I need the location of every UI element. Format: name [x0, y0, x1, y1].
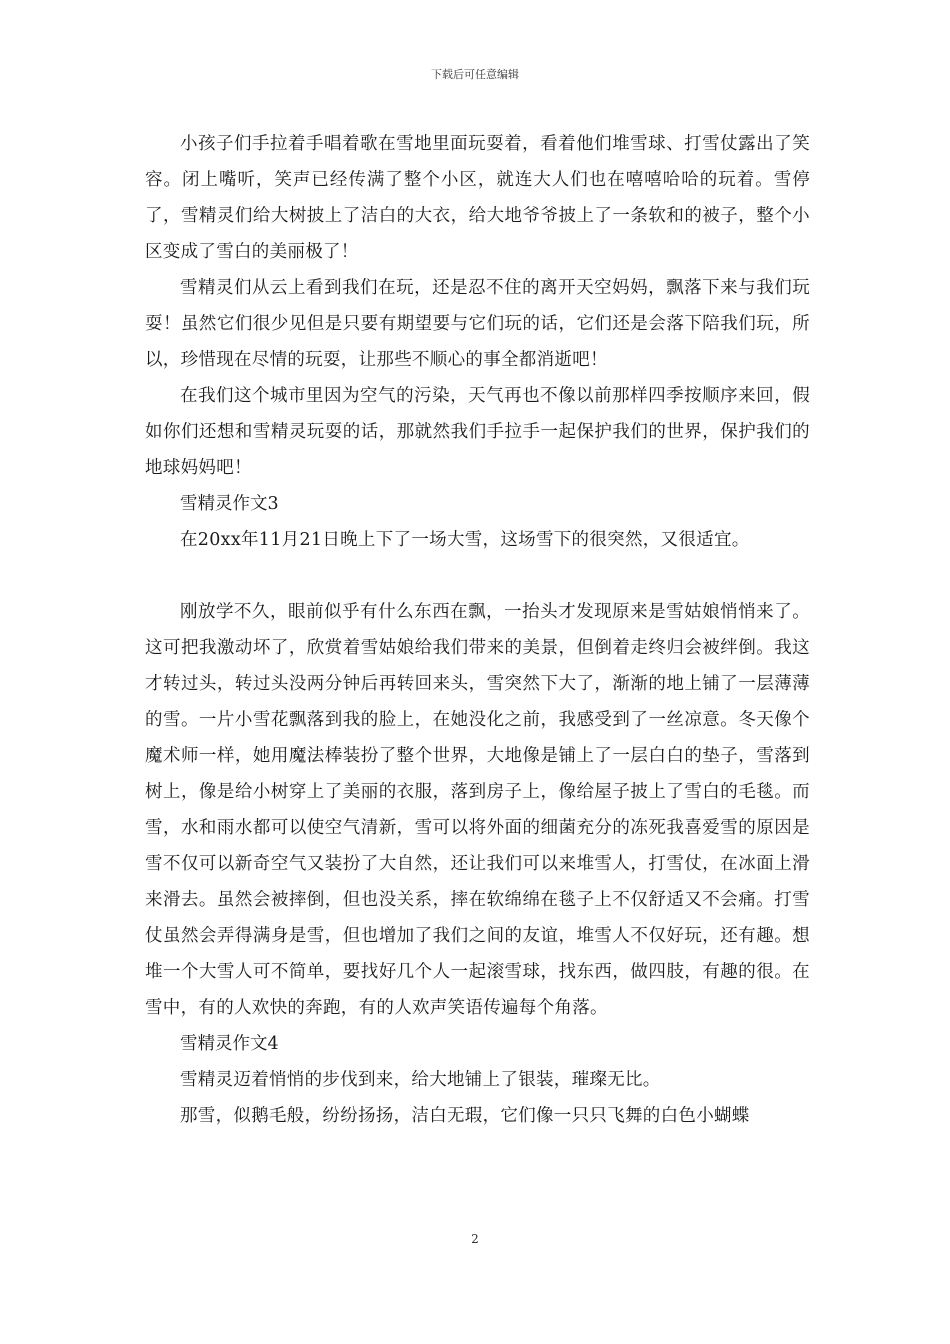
- paragraph: 小孩子们手拉着手唱着歌在雪地里面玩耍着，看着他们堆雪球、打雪仗露出了笑容。闭上嘴听，笑声已经传满了整个小区，就连大人们也在嘻嘻哈哈的玩着。雪停了，雪精灵们给大树披上了洁白的大衣，给大地爷爷披上了一条软和的被子，整个小区变成了雪白的美丽极了！: [145, 134, 810, 262]
- paragraph: 那雪，似鹅毛般，纷纷扬扬，洁白无瑕，它们像一只只飞舞的白色小蝴蝶: [180, 1106, 750, 1126]
- document-body: [145, 126, 810, 1134]
- paragraph: 雪精灵们从云上看到我们在玩，还是忍不住的离开天空妈妈，飘落下来与我们玩耍！虽然它们很少见但是只要有期望要与它们玩的话，它们还是会落下陪我们玩，所以，珍惜现在尽情的玩耍，让那些不顺心的事全都消逝吧！: [145, 278, 810, 370]
- section-heading: 雪精灵作文4: [180, 1034, 279, 1054]
- page-header: 下载后可任意编辑: [431, 68, 519, 81]
- paragraph: 在我们这个城市里因为空气的污染，天气再也不像以前那样四季按顺序来回，假如你们还想和雪精灵玩耍的话，那就然我们手拉手一起保护我们的世界，保护我们的地球妈妈吧！: [145, 386, 810, 478]
- section-heading: 雪精灵作文3: [180, 494, 279, 514]
- paragraph: 雪精灵迈着悄悄的步伐到来，给大地铺上了银装，璀璨无比。: [180, 1070, 661, 1090]
- paragraph-gap: [145, 558, 810, 594]
- paragraph: 在20xx年11月21日晚上下了一场大雪，这场雪下的很突然，又很适宜。: [180, 530, 750, 550]
- page-number: 2: [471, 1232, 479, 1246]
- paragraph: 刚放学不久，眼前似乎有什么东西在飘，一抬头才发现原来是雪姑娘悄悄来了。这可把我激动坏了，欣赏着雪姑娘给我们带来的美景，但倒着走终归会被绊倒。我这才转过头，转过头没两分钟后再转回来头，雪突然下大了，渐渐的地上铺了一层薄薄的雪。一片小雪花飘落到我的脸上，在她没化之前，我感受到了一丝凉意。冬天像个魔术师一样，她用魔法棒装扮了整个世界，大地像是铺上了一层白白的垫子，雪落到树上，像是给小树穿上了美丽的衣服，落到房子上，像给屋子披上了雪白的毛毯。而雪，水和雨水都可以使空气清新，雪可以将外面的细菌充分的冻死我喜爱雪的原因是雪不仅可以新奇空气又装扮了大自然，还让我们可以来堆雪人，打雪仗，在冰面上滑来滑去。虽然会被摔倒，但也没关系，摔在软绵绵在毯子上不仅舒适又不会痛。打雪仗虽然会弄得满身是雪，但也增加了我们之间的友谊，堆雪人不仅好玩，还有趣。想堆一个大雪人可不简单，要找好几个人一起滚雪球，找东西，做四肢，有趣的很。在雪中，有的人欢快的奔跑，有的人欢声笑语传遍每个角落。: [145, 602, 810, 1018]
